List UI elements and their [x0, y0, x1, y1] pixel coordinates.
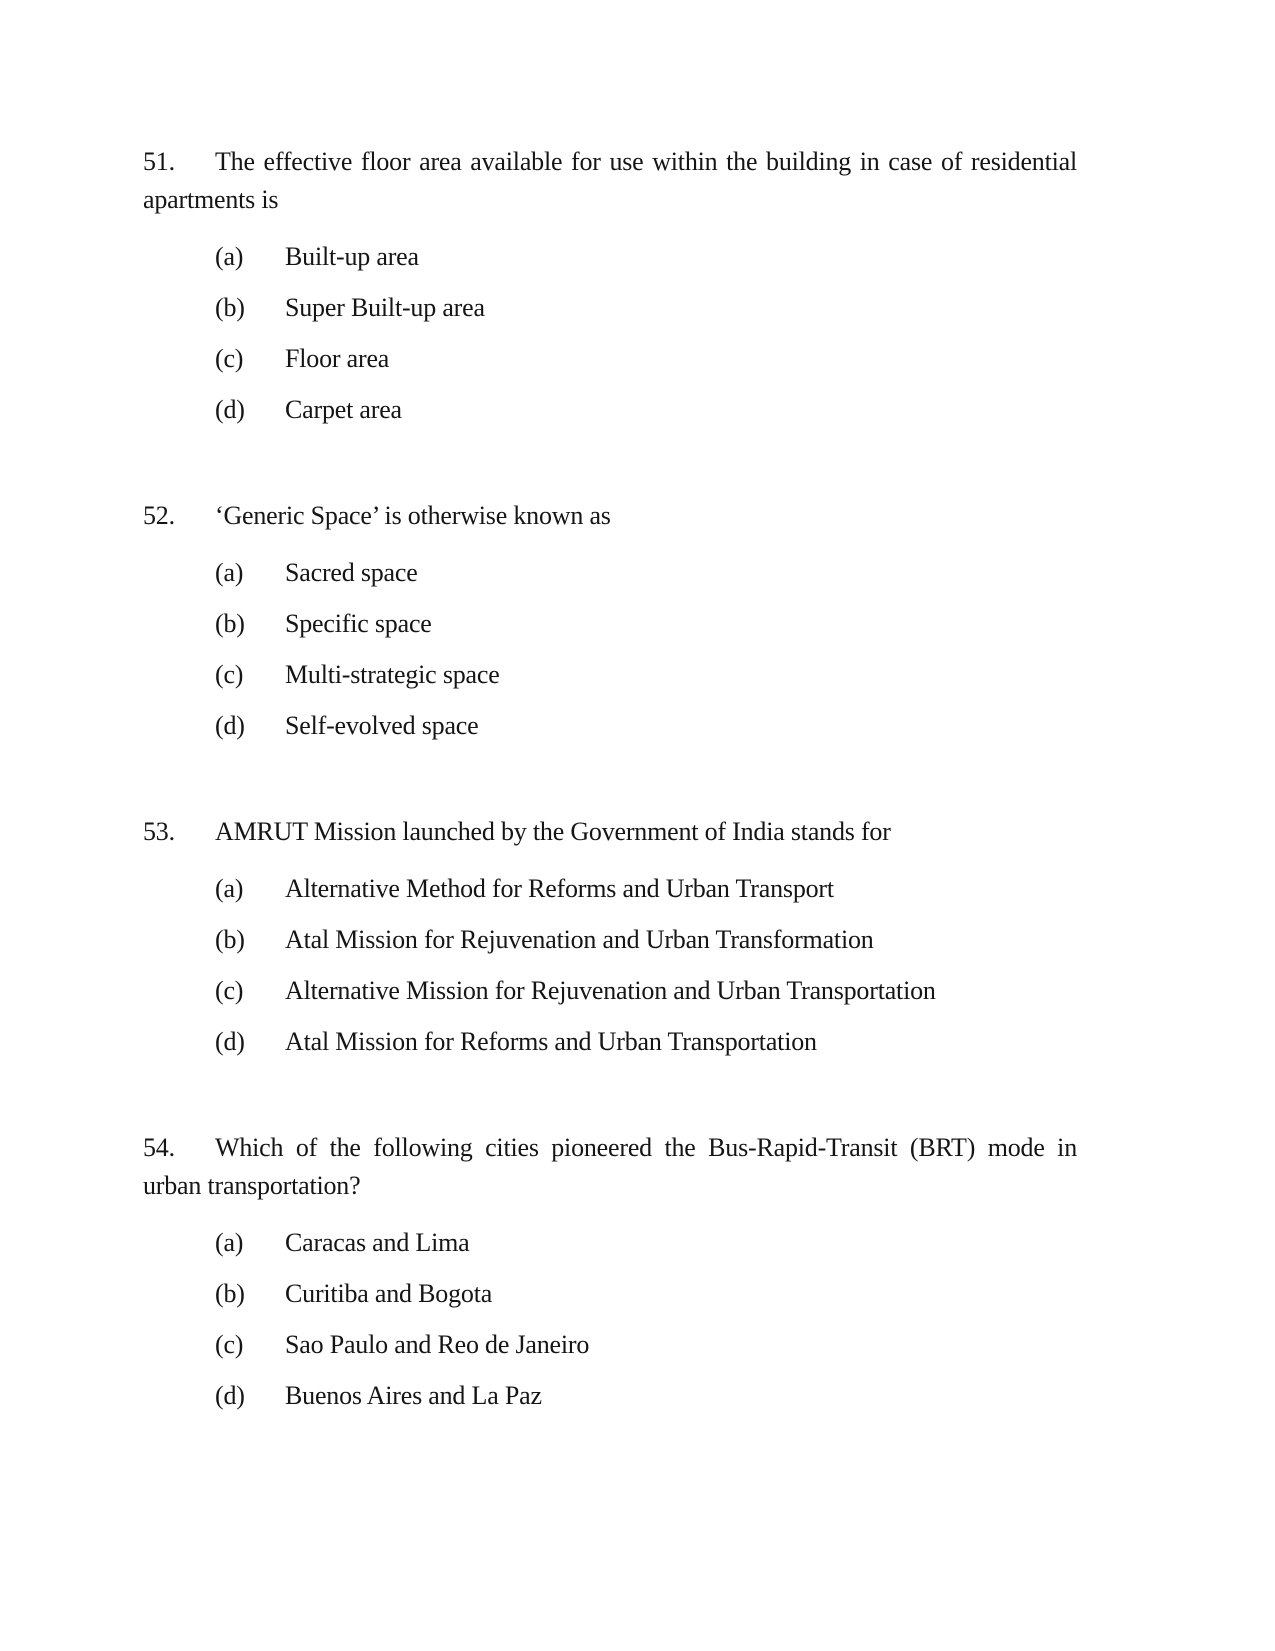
option-text: Alternative Method for Reforms and Urban Transport	[285, 874, 834, 903]
question-line	[143, 1129, 1077, 1205]
option-letter: (c)	[215, 1330, 244, 1359]
options-list	[143, 876, 1077, 1055]
question-text: Which of the following cities pioneered the Bus-Rapid-Transit (BRT) mode in urban transportation?	[143, 1133, 1077, 1200]
option-row	[143, 978, 1077, 1004]
question-number: 53.	[143, 817, 175, 846]
option-text: Curitiba and Bogota	[285, 1279, 493, 1308]
option-row	[143, 1332, 1077, 1358]
question-number: 54.	[143, 1133, 175, 1162]
option-text: Buenos Aires and La Paz	[285, 1381, 542, 1410]
option-letter: (a)	[215, 1228, 244, 1257]
option-text: Self-evolved space	[285, 711, 479, 740]
option-text: Super Built-up area	[285, 293, 485, 322]
option-row	[143, 662, 1077, 688]
question-line	[143, 813, 1077, 851]
question-number: 52.	[143, 501, 175, 530]
option-text: Atal Mission for Rejuvenation and Urban Transformation	[285, 925, 874, 954]
option-letter: (c)	[215, 976, 244, 1005]
question-52	[143, 497, 1077, 739]
question-51	[143, 143, 1077, 423]
option-text: Built-up area	[285, 242, 419, 271]
option-letter: (a)	[215, 558, 244, 587]
option-row	[143, 1281, 1077, 1307]
option-row	[143, 295, 1077, 321]
question-text: The effective floor area available for use within the building in case of residential apartments is	[143, 147, 1077, 214]
question-text: AMRUT Mission launched by the Government of India stands for	[215, 817, 891, 846]
option-row	[143, 560, 1077, 586]
option-text: Specific space	[285, 609, 432, 638]
option-letter: (a)	[215, 874, 244, 903]
option-row	[143, 1029, 1077, 1055]
option-row	[143, 713, 1077, 739]
option-text: Atal Mission for Reforms and Urban Transportation	[285, 1027, 817, 1056]
option-text: Sacred space	[285, 558, 418, 587]
option-letter: (d)	[215, 1027, 245, 1056]
question-54	[143, 1129, 1077, 1409]
option-letter: (d)	[215, 711, 245, 740]
question-number: 51.	[143, 147, 175, 176]
option-letter: (b)	[215, 1279, 245, 1308]
option-text: Alternative Mission for Rejuvenation and Urban Transportation	[285, 976, 936, 1005]
question-line	[143, 497, 1077, 535]
option-row	[143, 876, 1077, 902]
option-letter: (a)	[215, 242, 244, 271]
option-row	[143, 346, 1077, 372]
question-line	[143, 143, 1077, 219]
option-row	[143, 611, 1077, 637]
option-letter: (c)	[215, 660, 244, 689]
option-row	[143, 397, 1077, 423]
option-letter: (b)	[215, 609, 245, 638]
question-53	[143, 813, 1077, 1055]
option-row	[143, 1230, 1077, 1256]
option-row	[143, 244, 1077, 270]
options-list	[143, 1230, 1077, 1409]
option-letter: (b)	[215, 925, 245, 954]
option-row	[143, 1383, 1077, 1409]
option-text: Multi-strategic space	[285, 660, 500, 689]
option-letter: (d)	[215, 1381, 245, 1410]
option-text: Carpet area	[285, 395, 402, 424]
options-list	[143, 560, 1077, 739]
option-letter: (d)	[215, 395, 245, 424]
question-text: ‘Generic Space’ is otherwise known as	[215, 501, 611, 530]
options-list	[143, 244, 1077, 423]
option-row	[143, 927, 1077, 953]
option-text: Floor area	[285, 344, 390, 373]
option-letter: (c)	[215, 344, 244, 373]
option-text: Caracas and Lima	[285, 1228, 470, 1257]
option-letter: (b)	[215, 293, 245, 322]
option-text: Sao Paulo and Reo de Janeiro	[285, 1330, 590, 1359]
